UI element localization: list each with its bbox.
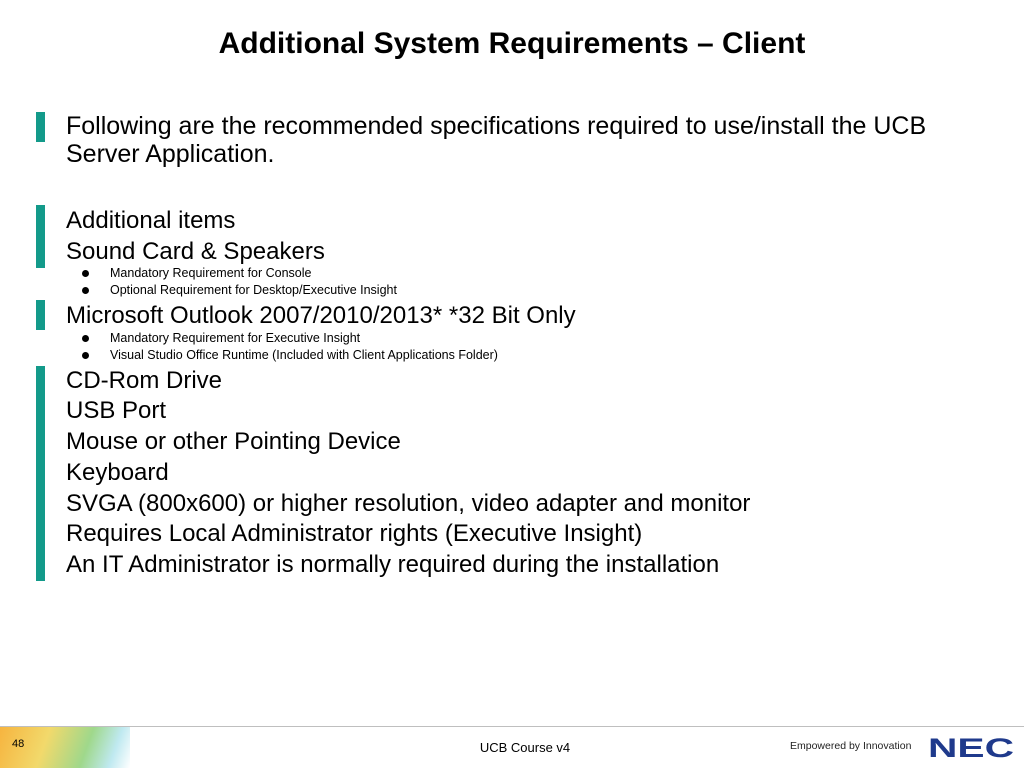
sub-item: Visual Studio Office Runtime (Included with Client Applications Folder) [110, 348, 498, 362]
accent-bar [36, 112, 45, 142]
intro-text: Following are the recommended specifications required to use/install the UCB Server Application. [66, 112, 927, 168]
list-item-sound-card: Sound Card & Speakers [66, 238, 325, 265]
sub-item: Mandatory Requirement for Executive Insight [110, 331, 361, 345]
page-number: 48 [12, 738, 25, 750]
list-item-svga: SVGA (800x600) or higher resolution, video adapter and monitor [66, 490, 751, 517]
bullet-dot-icon [82, 270, 89, 277]
list-item-it-admin: An IT Administrator is normally required during the installation [66, 551, 720, 578]
nec-logo-icon [928, 734, 1016, 760]
tagline: Empowered by Innovation [790, 740, 912, 752]
list-item-admin-rights: Requires Local Administrator rights (Executive Insight) [66, 520, 643, 547]
accent-bar [36, 300, 45, 330]
bullet-dot-icon [82, 352, 89, 359]
sub-item: Optional Requirement for Desktop/Executive Insight [110, 283, 397, 297]
list-item-outlook: Microsoft Outlook 2007/2010/2013* *32 Bit Only [66, 302, 576, 329]
accent-bar [36, 205, 45, 268]
list-item-keyboard: Keyboard [66, 459, 169, 486]
slide-title: Additional System Requirements – Client [218, 27, 806, 60]
list-item-cd-rom: CD-Rom Drive [66, 367, 222, 394]
sub-item: Mandatory Requirement for Console [110, 266, 312, 280]
footer-divider [0, 726, 1024, 727]
list-item-additional-items: Additional items [66, 207, 236, 234]
nec-logo-text: NEC [928, 734, 1014, 760]
list-item-usb: USB Port [66, 397, 167, 424]
bullet-dot-icon [82, 335, 89, 342]
list-item-mouse: Mouse or other Pointing Device [66, 428, 401, 455]
bullet-dot-icon [82, 287, 89, 294]
accent-bar [36, 366, 45, 581]
course-label: UCB Course v4 [479, 740, 571, 755]
